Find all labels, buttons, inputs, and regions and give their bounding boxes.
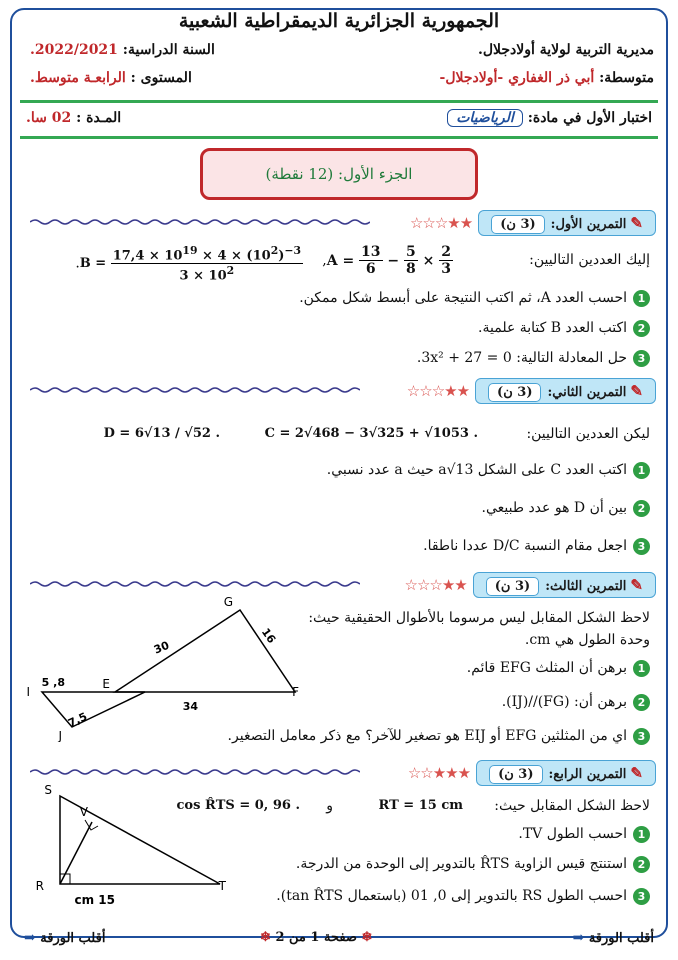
len-IE: 8, 5 [41, 676, 65, 689]
ex1-B: B = $\frac{17,4 \times 10^{19} \times 4 \times (10^2)^{-3}}{3 \times 10^2}$ . [75, 244, 301, 284]
label-J: J [58, 729, 62, 742]
label-G: G [223, 595, 233, 609]
footer-page: ❄ صفحة 1 من 2 ❄ [260, 930, 373, 945]
ex1-A: A = $\frac{13}{6}$ − $\frac{5}{8}$ × $\frac{2}{3}$ , [322, 244, 451, 277]
ex4-figure [30, 782, 250, 912]
ex1-q2: 2اكتب العدد B كتابة علمية. [478, 320, 650, 337]
ex1-intro: إليك العددين التاليين: [529, 252, 650, 268]
star-icon: ★★☆☆☆ [406, 382, 470, 400]
label-F: F [292, 685, 299, 699]
ex2-header: ✎التمرين الثاني:(3 ن) ★★☆☆☆ [407, 376, 656, 406]
wave-divider [30, 768, 360, 776]
label-S: S [44, 783, 52, 797]
pen-icon: ✎ [630, 764, 643, 782]
ex4-q3: 3احسب الطول RS بالتدوير إلى 0, 01 (باستعمال tan R̂TS). [276, 888, 650, 905]
wave-divider [30, 580, 360, 588]
wave-divider [30, 386, 360, 394]
divider-bottom [20, 136, 658, 139]
wave-divider [30, 218, 370, 226]
ex4-header: ✎التمرين الرابع:(3 ن) ★★★☆☆ [408, 758, 656, 788]
label-T: T [218, 879, 226, 893]
directorate: مديرية التربية لولاية أولادجلال. [477, 42, 654, 58]
ex4-given2: cos R̂TS = 0, 96 . [176, 798, 300, 813]
ex1-header: ✎التمرين الأول:(3 ن) ★★☆☆☆ [410, 208, 656, 238]
ex3-figure [20, 592, 320, 742]
star-icon: ★★☆☆☆ [404, 576, 467, 594]
part-one-box: الجزء الأول: (12 نقطة) [200, 148, 478, 200]
label-E: E [102, 677, 110, 691]
ex2-C: C = 2√468 − 3√325 + √1053 . [264, 426, 478, 441]
arrow-icon: ➡ [24, 930, 36, 946]
subject-logo: الرياضيات [447, 109, 523, 127]
len-FG: 16 [258, 625, 279, 646]
page-title: الجمهورية الجزائرية الديمقراطية الشعبية [178, 10, 500, 32]
pen-icon: ✎ [630, 576, 643, 594]
len-EF: 34 [182, 700, 198, 713]
school: متوسطة: أبي ذر الغفاري -أولادجلال- [439, 70, 654, 86]
ex4-and: و [326, 798, 333, 814]
len-RT: 15 cm [74, 893, 115, 907]
ex4-q1: 1احسب الطول TV. [518, 826, 650, 843]
ex3-header: ✎التمرين الثالث:(3 ن) ★★☆☆☆ [405, 570, 656, 600]
ex2-q2: 2بين أن D هو عدد طبيعي. [482, 500, 650, 517]
label-V: V [79, 805, 88, 819]
ex1-q1: 1احسب العدد A، ثم اكتب النتيجة على أبسط شكل ممكن. [299, 290, 650, 307]
label-R: R [35, 879, 44, 893]
ex2-intro: ليكن العددين التاليين: [526, 426, 650, 442]
ex4-q2: 2استنتج قيس الزاوية R̂TS بالتدوير إلى الوحدة من الدرجة. [296, 856, 650, 873]
len-EJ: 7,5 [66, 709, 90, 730]
ex1-q3: 3حل المعادلة التالية: 3x² + 27 = 0. [417, 350, 650, 367]
ex4-intro: لاحظ الشكل المقابل حيث: [494, 798, 650, 814]
arrow-icon: ➡ [572, 930, 585, 946]
label-I: I [26, 685, 30, 699]
ex2-q1: 1اكتب العدد C على الشكل a√13 حيث a عدد نسبي. [327, 462, 650, 479]
pen-icon: ✎ [630, 214, 643, 232]
star-icon: ★★★☆☆ [407, 764, 471, 782]
ex3-intro1: لاحظ الشكل المقابل ليس مرسوما بالأطوال الحقيقية حيث: [308, 610, 650, 626]
len-EG: 30 [152, 638, 172, 657]
ex4-given1: RT = 15 cm [378, 798, 463, 813]
ex2-D: D = 6√13 / √52 . [103, 426, 220, 441]
exam-line: اختبار الأول في مادة: الرياضيات المـدة : 02 سا. [26, 110, 652, 126]
star-icon: ★★☆☆☆ [409, 214, 473, 232]
ex2-q3: 3اجعل مقام النسبة D/C عددا ناطقا. [423, 538, 650, 555]
ex3-q1: 1برهن أن المثلث EFG قائم. [467, 660, 650, 677]
level: المستوى : الرابعـة متوسط. [30, 70, 192, 86]
ex3-q3: 3اي من المثلثين EFG أو EIJ هو تصغير للآخر؟ مع ذكر معامل التصغير. [228, 728, 650, 745]
footer-turn-left: أقلب الورقة ➡ [24, 930, 106, 946]
ex3-intro2: وحدة الطول هي cm. [524, 632, 650, 648]
pen-icon: ✎ [630, 382, 643, 400]
ex3-q2: 2برهن أن: (FG)//(IJ). [502, 694, 650, 711]
school-year: السنة الدراسية: 2022/2021. [30, 42, 215, 58]
divider-top [20, 100, 658, 103]
footer-turn-right: أقلب الورقة ➡ [572, 930, 654, 946]
